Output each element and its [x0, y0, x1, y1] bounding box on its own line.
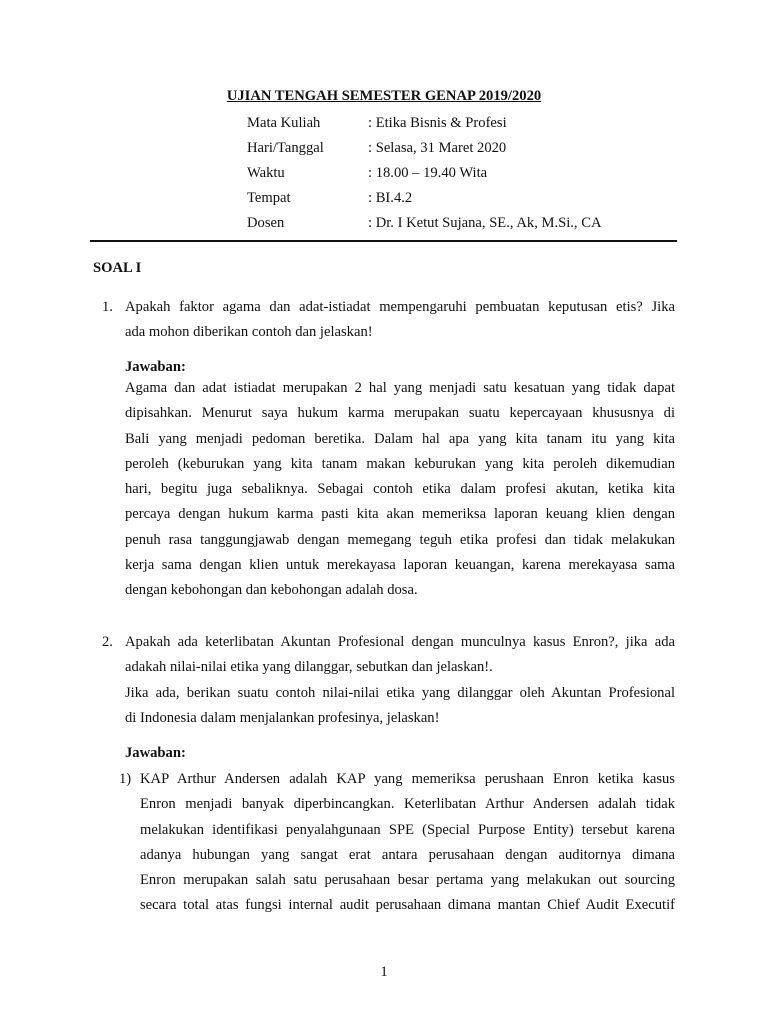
info-row-place [247, 186, 602, 211]
text-line: Apakah faktor agama dan adat-istiadat mempengaruhi pembuatan keputusan etis? Jika [125, 299, 675, 315]
text-line: hari, begitu juga sebaliknya. Sebagai contoh etika dalam profesi akutan, ketika kita [125, 481, 675, 498]
section-title: SOAL I [93, 260, 142, 276]
text-line: melakukan identifikasi penyalahgunaan SPE (Special Purpose Entity) tersebut karena [140, 821, 675, 838]
info-row-time [247, 161, 602, 186]
text-line: Enron menjadi banyak diperbincangkan. Keterlibatan Arthur Andersen adalah tidak [140, 796, 675, 813]
info-value: : BI.4.2 [368, 190, 413, 206]
text-line: KAP Arthur Andersen adalah KAP yang memeriksa perushaan Enron ketika kasus [140, 771, 675, 787]
exam-title: UJIAN TENGAH SEMESTER GENAP 2019/2020 [226, 88, 542, 104]
info-value: : Etika Bisnis & Profesi [368, 115, 507, 131]
text-line: ada mohon diberikan contoh dan jelaskan! [125, 324, 373, 341]
info-row-course [247, 111, 602, 136]
text-line: adakah nilai-nilai etika yang dilanggar, sebutkan dan jelaskan!. [125, 659, 493, 676]
info-label: Waktu [247, 165, 285, 181]
text-line: penuh rasa tanggungjawab dengan memegang teguh etika profesi dan tidak melakukan [125, 531, 675, 548]
question-text [125, 630, 675, 731]
text-line: secara total atas fungsi internal audit perusahaan dimana mantan Chief Audit Executif [140, 897, 675, 914]
question-2 [102, 630, 675, 731]
question-1 [102, 295, 675, 346]
text-line: Bali yang menjadi pedoman beretika. Dalam hal apa yang kita tanam itu yang kita [125, 430, 675, 447]
info-row-date [247, 136, 602, 161]
question-text [125, 295, 675, 346]
text-line: dipisahkan. Menurut saya hukum karma merupakan suatu kepercayaan khususnya di [125, 405, 675, 422]
text-line: kerja sama dengan klien untuk merekayasa laporan keuangan, karena merekayasa sama [125, 557, 675, 574]
text-line: percaya dengan hukum karma pasti kita akan memeriksa laporan keuang klien dengan [125, 506, 675, 523]
info-value: : 18.00 – 19.40 Wita [368, 165, 488, 181]
text-line: dengan kebohongan dan kebohongan adalah dosa. [125, 582, 418, 599]
text-line: adanya hubungan yang sangat erat antara perusahaan dengan auditornya dimana [140, 846, 675, 863]
info-label: Mata Kuliah [247, 115, 321, 131]
text-line: Jika ada, berikan suatu contoh nilai-nilai etika yang dilanggar oleh Akuntan Profesional [125, 684, 675, 701]
text-line: Agama dan adat istiadat merupakan 2 hal yang menjadi satu kesatuan yang tidak dapat [125, 380, 675, 396]
info-label: Dosen [247, 215, 285, 231]
text-line: peroleh (keburukan yang kita tanam makan keburukan yang kita peroleh dikemudian [125, 455, 675, 472]
info-value: : Dr. I Ketut Sujana, SE., Ak, M.Si., CA [368, 215, 602, 231]
text-line: di Indonesia dalam menjalankan profesinya, jelaskan! [125, 709, 440, 726]
list-item-text [140, 767, 675, 919]
info-row-lecturer [247, 211, 602, 236]
info-label: Tempat [247, 190, 291, 206]
list-item-number: 1) [119, 771, 132, 787]
answer-1-text [125, 376, 675, 604]
question-number: 2. [102, 634, 113, 650]
page-number: 1 [380, 964, 388, 980]
info-value: : Selasa, 31 Maret 2020 [368, 140, 507, 156]
answer-2-item-1 [119, 767, 675, 919]
info-label: Hari/Tanggal [247, 140, 324, 156]
text-line: Enron merupakan salah satu perusahaan besar pertama yang melakukan out sourcing [140, 872, 675, 889]
question-number: 1. [102, 299, 113, 315]
text-line: Apakah ada keterlibatan Akuntan Profesional dengan munculnya kasus Enron?, jika ada [125, 634, 675, 650]
answer-label: Jawaban: [125, 359, 186, 375]
answer-label: Jawaban: [125, 745, 186, 761]
exam-info-table [247, 111, 602, 236]
header-divider [90, 240, 677, 242]
